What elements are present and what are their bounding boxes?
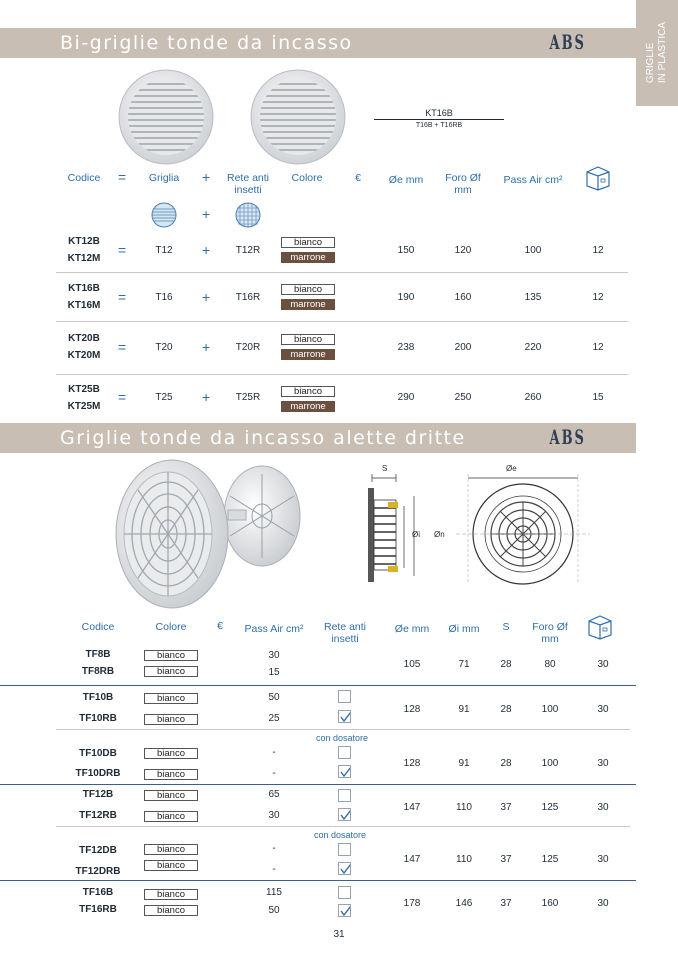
insect-net-checkbox — [338, 746, 351, 759]
s2-color-swatch-white: bianco — [144, 650, 198, 661]
s2-oe: 128 — [403, 758, 421, 769]
s2-header-s: S — [502, 621, 510, 633]
s2-pass1: 115 — [266, 887, 282, 898]
s2-header-pass: Pass Air cm² — [244, 623, 304, 635]
s1-header-plus: + — [202, 169, 211, 185]
s1-header-eq: = — [118, 169, 127, 185]
s1-oe: 150 — [397, 245, 415, 256]
s1-foro: 250 — [454, 392, 472, 403]
s2-color-swatch-white: bianco — [144, 714, 198, 725]
side-category-tab — [636, 0, 678, 106]
s2-s: 37 — [500, 898, 512, 909]
s1-divider — [56, 321, 628, 322]
s2-pack: 30 — [597, 802, 609, 813]
s2-code1: TF16B — [82, 887, 114, 898]
s2-s: 28 — [500, 758, 512, 769]
s2-oi: 110 — [456, 854, 472, 865]
s2-code2: TF10RB — [79, 713, 117, 724]
s2-color-swatch-white: bianco — [144, 666, 198, 677]
drawing-label-s: S — [382, 464, 388, 473]
s1-color-swatch-white: bianco — [281, 237, 335, 248]
s2-pack: 30 — [597, 704, 609, 715]
s2-code2: TF12RB — [79, 810, 117, 821]
section2-title-band — [0, 423, 636, 453]
straight-blade-grille-photo — [112, 454, 312, 614]
s1-eq: = — [118, 289, 127, 305]
s2-pass1: - — [272, 843, 276, 854]
s1-header-codice: Codice — [67, 172, 101, 184]
s1-rete: T25R — [235, 392, 261, 403]
s2-oe: 105 — [403, 659, 421, 670]
side-tab-line2: IN PLASTICA — [657, 22, 668, 84]
s1-pack: 12 — [592, 342, 604, 353]
s1-color-swatch-white: bianco — [281, 334, 335, 345]
drawing-label-on: Øn — [434, 530, 445, 539]
s1-header-pass: Pass Air cm² — [503, 174, 563, 186]
s1-header-foro: Foro Øf mm — [445, 172, 481, 196]
s1-griglia: T16 — [155, 292, 173, 303]
s2-s: 28 — [500, 704, 512, 715]
s1-pass: 135 — [524, 292, 542, 303]
s1-code2: KT12M — [67, 253, 101, 264]
s2-pass2: - — [272, 768, 276, 779]
s2-pack: 30 — [597, 758, 609, 769]
s2-divider — [56, 826, 630, 827]
s1-color-swatch-white: bianco — [281, 284, 335, 295]
s2-header-colore: Colore — [155, 621, 187, 633]
s2-header-foro: Foro Øf mm — [532, 621, 568, 645]
s2-divider — [0, 880, 636, 881]
s2-s: 37 — [500, 854, 512, 865]
s1-color-swatch-brown: marrone — [281, 401, 335, 412]
s1-plus: + — [202, 339, 211, 355]
s1-divider — [56, 374, 628, 375]
s1-griglia: T12 — [155, 245, 173, 256]
s1-code1: KT12B — [68, 236, 100, 247]
insect-net-icon — [232, 201, 264, 229]
s2-code1: TF10B — [82, 692, 114, 703]
s2-pass2: 30 — [268, 810, 280, 821]
insect-net-checkbox-checked — [338, 710, 351, 723]
s1-eq: = — [118, 339, 127, 355]
s1-pass: 220 — [524, 342, 542, 353]
s1-pack: 12 — [592, 245, 604, 256]
insect-net-checkbox-checked — [338, 765, 351, 778]
technical-drawing — [360, 460, 600, 590]
s2-pass2: 50 — [268, 905, 280, 916]
s2-pack: 30 — [597, 898, 609, 909]
s2-pass2: 15 — [268, 667, 280, 678]
s2-note-dosatore: con dosatore — [314, 830, 367, 840]
drawing-label-oe: Øe — [506, 464, 517, 473]
s2-foro: 100 — [541, 758, 559, 769]
s1-header-euro: € — [355, 172, 361, 184]
s1-pass: 260 — [524, 392, 542, 403]
s2-pack: 30 — [597, 854, 609, 865]
s2-pass1: 65 — [268, 789, 280, 800]
s2-foro: 100 — [541, 704, 559, 715]
grille-icon — [148, 201, 180, 229]
s2-header-codice: Codice — [81, 621, 115, 633]
drawing-label-oi: Øi — [412, 530, 420, 539]
section1-title-band — [0, 28, 636, 58]
s2-header-rete: Rete anti insetti — [323, 621, 367, 645]
s2-foro: 125 — [541, 854, 559, 865]
s2-code1: TF12B — [82, 789, 114, 800]
s2-code1: TF10DB — [79, 748, 117, 759]
section1-diagram-label-top: KT16B — [425, 108, 453, 118]
section1-material: ABS — [549, 30, 586, 54]
section2-material: ABS — [549, 425, 586, 449]
s2-color-swatch-white: bianco — [144, 844, 198, 855]
s2-oi: 146 — [455, 898, 473, 909]
s1-header-oe: Øe mm — [388, 174, 424, 186]
s2-pack: 30 — [597, 659, 609, 670]
grille-photo-left — [119, 70, 213, 164]
side-tab-line1: GRIGLIE — [645, 42, 656, 84]
bi-grille-product-photos — [110, 66, 350, 166]
s1-color-swatch-brown: marrone — [281, 299, 335, 310]
s2-divider — [0, 784, 636, 785]
s1-oe: 190 — [397, 292, 415, 303]
s1-header-griglia: Griglia — [148, 172, 180, 184]
insect-net-checkbox-checked — [338, 862, 351, 875]
s2-code1: TF12DB — [79, 845, 117, 856]
s2-oi: 71 — [458, 659, 470, 670]
s1-code1: KT16B — [68, 283, 100, 294]
s2-color-swatch-white: bianco — [144, 769, 198, 780]
side-section-drawing — [368, 474, 414, 582]
section1-diagram-line — [374, 119, 504, 120]
insect-net-checkbox — [338, 789, 351, 802]
insect-net-checkbox-checked — [338, 904, 351, 917]
s1-code1: KT25B — [68, 384, 100, 395]
s1-foro: 160 — [454, 292, 472, 303]
section2-title: Griglie tonde da incasso alette dritte — [60, 427, 466, 449]
s2-code2: TF16RB — [79, 904, 117, 915]
s1-color-swatch-brown: marrone — [281, 252, 335, 263]
s1-plus: + — [202, 289, 211, 305]
s2-code2: TF10DRB — [75, 768, 121, 779]
s1-foro: 120 — [454, 245, 472, 256]
s2-color-swatch-white: bianco — [144, 790, 198, 801]
s1-code2: KT16M — [67, 300, 101, 311]
s2-color-swatch-white: bianco — [144, 748, 198, 759]
s1-color-swatch-white: bianco — [281, 386, 335, 397]
insect-net-checkbox — [338, 690, 351, 703]
s1-rete: T16R — [235, 292, 261, 303]
s1-plus: + — [202, 242, 211, 258]
s1-pack: 12 — [592, 292, 604, 303]
s1-plus: + — [202, 389, 211, 405]
s2-pass1: 50 — [268, 692, 280, 703]
s1-oe: 238 — [397, 342, 415, 353]
s2-foro: 80 — [544, 659, 556, 670]
s2-color-swatch-white: bianco — [144, 693, 198, 704]
s1-code1: KT20B — [68, 333, 100, 344]
s2-color-swatch-white: bianco — [144, 811, 198, 822]
s1-icons-plus: + — [202, 206, 211, 222]
s1-pass: 100 — [524, 245, 542, 256]
s1-code2: KT25M — [67, 401, 101, 412]
s2-foro: 160 — [541, 898, 559, 909]
s2-pass2: 25 — [268, 713, 280, 724]
s2-header-euro: € — [217, 620, 223, 632]
s2-color-swatch-white: bianco — [144, 889, 198, 900]
s1-code2: KT20M — [67, 350, 101, 361]
s2-oe: 147 — [403, 854, 421, 865]
s2-oi: 91 — [458, 758, 470, 769]
s2-s: 37 — [500, 802, 512, 813]
s2-pass2: - — [272, 864, 276, 875]
s2-oe: 147 — [403, 802, 421, 813]
s2-color-swatch-white: bianco — [144, 905, 198, 916]
s1-oe: 290 — [397, 392, 415, 403]
s2-oi: 91 — [458, 704, 470, 715]
s2-header-oe: Øe mm — [394, 623, 430, 635]
package-box-icon — [586, 613, 614, 641]
s2-code2: TF8RB — [81, 666, 115, 677]
s1-griglia: T25 — [155, 392, 173, 403]
insect-net-checkbox-checked — [338, 808, 351, 821]
s1-griglia: T20 — [155, 342, 173, 353]
s2-oe: 178 — [403, 898, 421, 909]
s2-pass1: 30 — [268, 650, 280, 661]
s2-oi: 110 — [456, 802, 472, 813]
s1-rete: T12R — [235, 245, 261, 256]
s1-eq: = — [118, 242, 127, 258]
s2-header-oi: Øi mm — [448, 623, 480, 635]
s1-header-rete: Rete anti insetti — [226, 172, 270, 196]
s2-s: 28 — [500, 659, 512, 670]
section1-title: Bi-griglie tonde da incasso — [60, 32, 353, 54]
s1-pack: 15 — [592, 392, 604, 403]
s2-pass1: - — [272, 747, 276, 758]
s2-code1: TF8B — [85, 649, 111, 660]
s1-eq: = — [118, 389, 127, 405]
s2-oe: 128 — [403, 704, 421, 715]
front-view-drawing — [456, 474, 590, 584]
insect-net-checkbox — [338, 843, 351, 856]
section1-diagram-label-bottom: T16B + T16RB — [415, 122, 463, 129]
s2-divider — [56, 729, 630, 730]
package-box-icon — [584, 164, 612, 192]
insect-net-checkbox — [338, 886, 351, 899]
s2-note-dosatore: con dosatore — [316, 733, 369, 743]
grille-photo-right — [250, 70, 346, 164]
s2-foro: 125 — [541, 802, 559, 813]
s2-code2: TF12DRB — [75, 866, 121, 877]
s2-divider — [0, 685, 636, 686]
s1-header-colore: Colore — [291, 172, 323, 184]
page-number: 31 — [333, 929, 345, 940]
s1-rete: T20R — [235, 342, 261, 353]
s1-divider — [56, 272, 628, 273]
s1-color-swatch-brown: marrone — [281, 349, 335, 360]
s2-color-swatch-white: bianco — [144, 860, 198, 871]
s1-foro: 200 — [454, 342, 472, 353]
